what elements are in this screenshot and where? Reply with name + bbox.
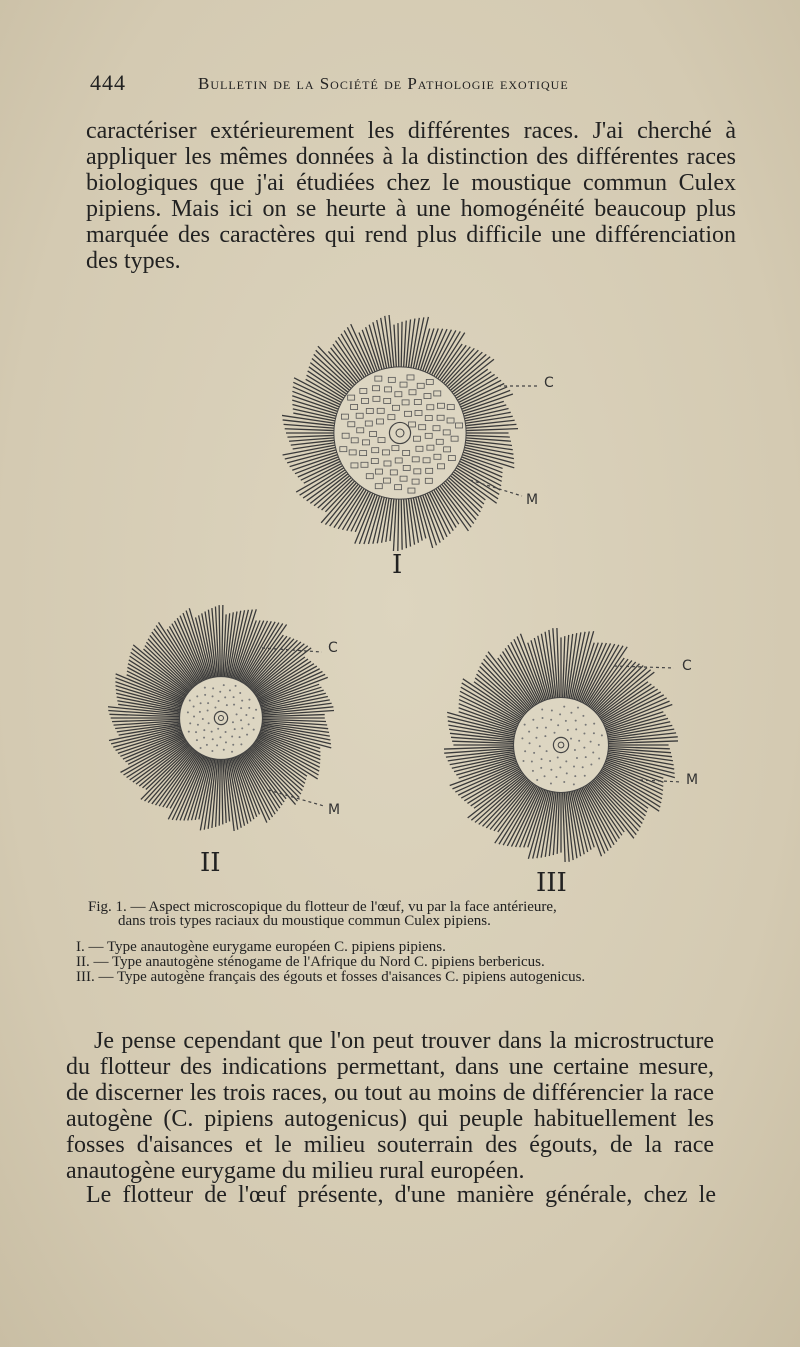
label-m: M — [328, 802, 341, 818]
legend-line: II. — Type anautogène sténogame de l'Afrique du Nord C. pipiens berbericus. — [76, 954, 545, 970]
running-header — [90, 70, 650, 98]
text-line: appliquer les mêmes données à la distinction des différentes races — [86, 144, 736, 170]
figure-number-ii: II — [200, 848, 221, 878]
label-c: C — [328, 640, 338, 656]
label-m: M — [686, 772, 699, 788]
paragraph-intro — [86, 118, 736, 274]
text-line: fosses d'aisances et le milieu souterrain des égouts, de la race — [66, 1132, 714, 1158]
text-line: autogène (C. pipiens autogenicus) qui peuple habituellement les — [66, 1106, 714, 1132]
text-line: des types. — [86, 248, 181, 274]
paragraph-microstructure — [66, 1028, 714, 1184]
caption-line: dans trois types raciaux du moustique commun Culex pipiens. — [118, 913, 491, 929]
text-line: marquée des caractères qui rend plus difficile une différenciation — [86, 222, 736, 248]
label-leader-lines — [0, 300, 800, 900]
legend-line: I. — Type anautogène eurygame européen C. pipiens pipiens. — [76, 939, 446, 955]
figure-legend — [76, 940, 756, 985]
page-number: 444 — [90, 70, 126, 95]
figure-number-iii: III — [536, 868, 567, 898]
text-line: de discerner les trois races, ou tout au moins de différencier la race — [66, 1080, 714, 1106]
paragraph-flotteur — [86, 1182, 716, 1208]
text-line: anautogène eurygame du milieu rural européen. — [66, 1158, 525, 1184]
figure-number-i: I — [392, 550, 403, 580]
legend-line: III. — Type autogène français des égouts et fosses d'aisances C. pipiens autogenicus. — [76, 969, 586, 985]
figure-caption — [88, 900, 728, 928]
journal-title: Bulletin de la Société de Pathologie exotique — [198, 74, 569, 93]
text-line: caractériser extérieurement les différentes races. J'ai cherché à — [86, 118, 736, 144]
label-c: C — [682, 658, 692, 674]
caption-line: Fig. 1. — Aspect microscopique du flotteur de l'œuf, vu par la face antérieure, — [88, 899, 557, 915]
text-line: Le flotteur de l'œuf présente, d'une manière générale, chez le — [86, 1182, 716, 1208]
figure-egg-floats — [0, 300, 800, 900]
label-m: M — [526, 492, 539, 508]
text-line: biologiques que j'ai étudiées chez le moustique commun Culex — [86, 170, 736, 196]
text-line: du flotteur des indications permettant, dans une certaine mesure, — [66, 1054, 714, 1080]
text-line: pipiens. Mais ici on se heurte à une homogénéité beaucoup plus — [86, 196, 736, 222]
label-c: C — [544, 375, 554, 391]
text-line: Je pense cependant que l'on peut trouver dans la microstructure — [94, 1028, 714, 1054]
